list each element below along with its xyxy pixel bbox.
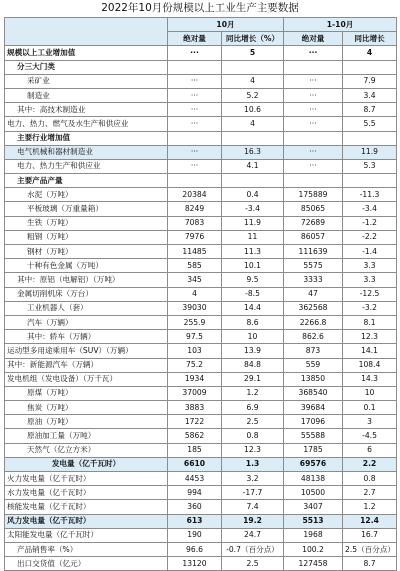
ytd-absolute-value: 362568 <box>284 301 343 315</box>
ytd-yoy-growth: 0.8 <box>343 472 397 486</box>
table-row <box>5 557 397 571</box>
table-row <box>5 528 397 542</box>
table-row <box>5 103 397 117</box>
ytd-absolute-value: ··· <box>284 145 343 159</box>
october-absolute-value: ··· <box>168 88 222 102</box>
table-row <box>5 500 397 514</box>
row-label: 原煤（万吨） <box>5 386 168 400</box>
row-label: 平板玻璃（万重量箱） <box>5 202 168 216</box>
ytd-absolute-value: ··· <box>284 46 343 60</box>
table-row <box>5 273 397 287</box>
ytd-absolute-value: 55588 <box>284 429 343 443</box>
table-row <box>5 401 397 415</box>
october-absolute-value: 994 <box>168 486 222 500</box>
header-blank-cell <box>5 18 168 46</box>
table-row <box>5 315 397 329</box>
table-row <box>5 117 397 131</box>
october-yoy-growth: 12.3 <box>222 443 284 457</box>
row-label: 发电量（亿千瓦时） <box>5 457 168 471</box>
ytd-yoy-growth: -1.4 <box>343 245 397 259</box>
ytd-yoy-growth: -4.5 <box>343 429 397 443</box>
october-yoy-growth: 11.3 <box>222 245 284 259</box>
october-yoy-growth: 7.4 <box>222 500 284 514</box>
ytd-yoy-growth: 5.3 <box>343 159 397 173</box>
ytd-absolute-value: 873 <box>284 344 343 358</box>
header-absolute-value: 绝对量 <box>168 32 222 46</box>
table-row <box>5 457 397 471</box>
ytd-absolute-value: ··· <box>284 117 343 131</box>
october-absolute-value <box>168 174 222 188</box>
ytd-absolute-value: 47 <box>284 287 343 301</box>
page-title: 2022年10月份规模以上工业生产主要数据 <box>101 2 299 14</box>
row-label: 出口交货值（亿元） <box>5 557 168 571</box>
table-row <box>5 472 397 486</box>
october-absolute-value: ··· <box>168 74 222 88</box>
ytd-yoy-growth: 2.2 <box>343 457 397 471</box>
ytd-yoy-growth: 12.4 <box>343 514 397 528</box>
table-row <box>5 415 397 429</box>
october-yoy-growth: 6.9 <box>222 401 284 415</box>
october-absolute-value: ··· <box>168 159 222 173</box>
table-row <box>5 386 397 400</box>
row-label: 火力发电量（亿千瓦时） <box>5 472 168 486</box>
october-absolute-value: 37009 <box>168 386 222 400</box>
ytd-absolute-value <box>284 131 343 145</box>
ytd-yoy-growth <box>343 60 397 74</box>
table-row <box>5 443 397 457</box>
october-yoy-growth: 4.1 <box>222 159 284 173</box>
table-row <box>5 542 397 556</box>
table-row <box>5 131 397 145</box>
october-absolute-value: 585 <box>168 259 222 273</box>
row-label: 主要产品产量 <box>5 174 168 188</box>
header-group-october: 10月 <box>168 18 284 32</box>
october-absolute-value: 11485 <box>168 245 222 259</box>
ytd-absolute-value: 86057 <box>284 230 343 244</box>
table-header-group-row <box>5 18 397 32</box>
ytd-absolute-value: 2266.8 <box>284 315 343 329</box>
industrial-data-table <box>4 17 397 571</box>
row-label: 核能发电量（亿千瓦时） <box>5 500 168 514</box>
october-yoy-growth: -8.5 <box>222 287 284 301</box>
row-label: 其中：轿车（万辆） <box>5 330 168 344</box>
row-label: 电力、热力生产和供应业 <box>5 159 168 173</box>
row-label: 生铁（万吨） <box>5 216 168 230</box>
october-yoy-growth: 5 <box>222 46 284 60</box>
ytd-absolute-value <box>284 60 343 74</box>
october-yoy-growth: 11 <box>222 230 284 244</box>
october-absolute-value: 613 <box>168 514 222 528</box>
ytd-absolute-value <box>284 174 343 188</box>
table-row <box>5 188 397 202</box>
ytd-absolute-value: 72689 <box>284 216 343 230</box>
october-yoy-growth <box>222 60 284 74</box>
october-yoy-growth: 2.5 <box>222 557 284 571</box>
ytd-absolute-value: 13850 <box>284 372 343 386</box>
october-absolute-value: 8249 <box>168 202 222 216</box>
ytd-yoy-growth: 108.4 <box>343 358 397 372</box>
header-group-jan-oct: 1-10月 <box>284 18 397 32</box>
october-absolute-value: 97.5 <box>168 330 222 344</box>
row-label: 主要行业增加值 <box>5 131 168 145</box>
ytd-yoy-growth: 16.7 <box>343 528 397 542</box>
row-label: 发电机组（发电设备）（万千瓦） <box>5 372 168 386</box>
october-absolute-value: 3883 <box>168 401 222 415</box>
october-yoy-growth: -3.4 <box>222 202 284 216</box>
october-absolute-value: 6610 <box>168 457 222 471</box>
october-absolute-value: 96.6 <box>168 542 222 556</box>
october-absolute-value: 190 <box>168 528 222 542</box>
october-absolute-value: 255.9 <box>168 315 222 329</box>
table-row <box>5 159 397 173</box>
october-yoy-growth: 9.5 <box>222 273 284 287</box>
ytd-yoy-growth: 8.1 <box>343 315 397 329</box>
ytd-yoy-growth: 6 <box>343 443 397 457</box>
ytd-yoy-growth: -1.2 <box>343 216 397 230</box>
october-absolute-value: 345 <box>168 273 222 287</box>
october-yoy-growth: 84.8 <box>222 358 284 372</box>
ytd-yoy-growth: 3.4 <box>343 88 397 102</box>
october-yoy-growth: 19.2 <box>222 514 284 528</box>
ytd-absolute-value: 48138 <box>284 472 343 486</box>
october-yoy-growth: 13.9 <box>222 344 284 358</box>
table-row <box>5 287 397 301</box>
october-absolute-value: 5862 <box>168 429 222 443</box>
ytd-absolute-value: 862.6 <box>284 330 343 344</box>
ytd-yoy-growth: -3.2 <box>343 301 397 315</box>
row-label: 其中：原铝（电解铝）（万吨） <box>5 273 168 287</box>
ytd-absolute-value: 127458 <box>284 557 343 571</box>
ytd-absolute-value: 17096 <box>284 415 343 429</box>
october-yoy-growth: 24.7 <box>222 528 284 542</box>
ytd-yoy-growth: 14.3 <box>343 372 397 386</box>
row-label: 采矿业 <box>5 74 168 88</box>
october-absolute-value: 7083 <box>168 216 222 230</box>
table-row <box>5 216 397 230</box>
row-label: 水力发电量（亿千瓦时） <box>5 486 168 500</box>
ytd-absolute-value: 39684 <box>284 401 343 415</box>
row-label: 电气机械和器材制造业 <box>5 145 168 159</box>
row-label: 天然气（亿立方米） <box>5 443 168 457</box>
october-yoy-growth: 1.3 <box>222 457 284 471</box>
row-label: 原油加工量（万吨） <box>5 429 168 443</box>
october-absolute-value: 1934 <box>168 372 222 386</box>
row-label: 焦炭（万吨） <box>5 401 168 415</box>
table-row <box>5 230 397 244</box>
row-label: 电力、热力、燃气及水生产和供应业 <box>5 117 168 131</box>
table-row <box>5 174 397 188</box>
row-label: 太阳能发电量（亿千瓦时） <box>5 528 168 542</box>
october-yoy-growth: -17.7 <box>222 486 284 500</box>
row-label: 分三大门类 <box>5 60 168 74</box>
october-yoy-growth: -0.7（百分点） <box>222 542 284 556</box>
row-label: 金属切削机床（万台） <box>5 287 168 301</box>
ytd-yoy-growth: 8.7 <box>343 103 397 117</box>
table-row <box>5 259 397 273</box>
table-row <box>5 145 397 159</box>
row-label: 产品销售率（%） <box>5 542 168 556</box>
ytd-yoy-growth: 3.3 <box>343 273 397 287</box>
ytd-yoy-growth: -2.2 <box>343 230 397 244</box>
ytd-yoy-growth: 3 <box>343 415 397 429</box>
header-absolute-value-ytd: 绝对量 <box>284 32 343 46</box>
ytd-yoy-growth: 1.2 <box>343 500 397 514</box>
ytd-yoy-growth: 14.1 <box>343 344 397 358</box>
october-absolute-value: 39030 <box>168 301 222 315</box>
row-label: 汽车（万辆） <box>5 315 168 329</box>
october-absolute-value: 185 <box>168 443 222 457</box>
october-yoy-growth: 29.1 <box>222 372 284 386</box>
october-yoy-growth: 1.2 <box>222 386 284 400</box>
ytd-absolute-value: 368540 <box>284 386 343 400</box>
october-absolute-value: 360 <box>168 500 222 514</box>
october-absolute-value <box>168 60 222 74</box>
ytd-absolute-value: 3333 <box>284 273 343 287</box>
row-label: 规模以上工业增加值 <box>5 46 168 60</box>
ytd-yoy-growth: 8.7 <box>343 557 397 571</box>
table-row <box>5 330 397 344</box>
october-absolute-value <box>168 131 222 145</box>
october-yoy-growth: 3.2 <box>222 472 284 486</box>
table-row <box>5 514 397 528</box>
ytd-absolute-value: 69576 <box>284 457 343 471</box>
october-absolute-value: ··· <box>168 117 222 131</box>
ytd-yoy-growth: 0.1 <box>343 401 397 415</box>
ytd-yoy-growth: 11.9 <box>343 145 397 159</box>
ytd-yoy-growth: 2.5（百分点） <box>343 542 397 556</box>
table-row <box>5 46 397 60</box>
table-row <box>5 429 397 443</box>
ytd-yoy-growth: 10 <box>343 386 397 400</box>
october-yoy-growth: 10 <box>222 330 284 344</box>
october-absolute-value: 103 <box>168 344 222 358</box>
ytd-yoy-growth <box>343 131 397 145</box>
october-yoy-growth: 14.4 <box>222 301 284 315</box>
table-row <box>5 202 397 216</box>
header-yoy-growth-ytd: 同比增长 <box>343 32 397 46</box>
ytd-yoy-growth: -3.4 <box>343 202 397 216</box>
october-absolute-value: 4 <box>168 287 222 301</box>
october-yoy-growth: 4 <box>222 74 284 88</box>
ytd-absolute-value: 1785 <box>284 443 343 457</box>
ytd-yoy-growth: -11.3 <box>343 188 397 202</box>
october-yoy-growth: 16.3 <box>222 145 284 159</box>
october-yoy-growth <box>222 131 284 145</box>
october-yoy-growth <box>222 174 284 188</box>
october-yoy-growth: 2.5 <box>222 415 284 429</box>
ytd-absolute-value: 559 <box>284 358 343 372</box>
ytd-absolute-value: 100.2 <box>284 542 343 556</box>
table-row <box>5 60 397 74</box>
row-label: 风力发电量（亿千瓦时） <box>5 514 168 528</box>
row-label: 钢材（万吨） <box>5 245 168 259</box>
ytd-yoy-growth: -12.5 <box>343 287 397 301</box>
ytd-yoy-growth <box>343 174 397 188</box>
october-yoy-growth: 5.2 <box>222 88 284 102</box>
row-label: 粗钢（万吨） <box>5 230 168 244</box>
row-label: 制造业 <box>5 88 168 102</box>
october-yoy-growth: 0.8 <box>222 429 284 443</box>
october-absolute-value: 4453 <box>168 472 222 486</box>
october-absolute-value: 75.2 <box>168 358 222 372</box>
row-label: 原油（万吨） <box>5 415 168 429</box>
october-absolute-value: 13120 <box>168 557 222 571</box>
october-absolute-value: 7976 <box>168 230 222 244</box>
october-yoy-growth: 10.6 <box>222 103 284 117</box>
october-absolute-value: ··· <box>168 145 222 159</box>
table-row <box>5 372 397 386</box>
ytd-absolute-value: 85065 <box>284 202 343 216</box>
row-label: 工业机器人（套） <box>5 301 168 315</box>
october-yoy-growth: 0.4 <box>222 188 284 202</box>
october-absolute-value: ··· <box>168 46 222 60</box>
table-row <box>5 245 397 259</box>
ytd-absolute-value: 1968 <box>284 528 343 542</box>
ytd-absolute-value: ··· <box>284 159 343 173</box>
ytd-absolute-value: 111639 <box>284 245 343 259</box>
ytd-yoy-growth: 4 <box>343 46 397 60</box>
row-label: 运动型多用途乘用车（SUV）（万辆） <box>5 344 168 358</box>
ytd-absolute-value: 5513 <box>284 514 343 528</box>
october-yoy-growth: 4 <box>222 117 284 131</box>
october-yoy-growth: 8.6 <box>222 315 284 329</box>
table-row <box>5 88 397 102</box>
october-absolute-value: 1722 <box>168 415 222 429</box>
ytd-yoy-growth: 3.3 <box>343 259 397 273</box>
table-row <box>5 486 397 500</box>
ytd-yoy-growth: 7.9 <box>343 74 397 88</box>
row-label: 水泥（万吨） <box>5 188 168 202</box>
october-absolute-value: ··· <box>168 103 222 117</box>
row-label: 其中：高技术制造业 <box>5 103 168 117</box>
table-row <box>5 74 397 88</box>
october-yoy-growth: 11.9 <box>222 216 284 230</box>
ytd-absolute-value: 10500 <box>284 486 343 500</box>
table-row <box>5 344 397 358</box>
ytd-absolute-value: ··· <box>284 88 343 102</box>
ytd-absolute-value: 3407 <box>284 500 343 514</box>
ytd-yoy-growth: 5.5 <box>343 117 397 131</box>
row-label: 十种有色金属（万吨） <box>5 259 168 273</box>
october-yoy-growth: 10.1 <box>222 259 284 273</box>
ytd-absolute-value: ··· <box>284 103 343 117</box>
ytd-absolute-value: ··· <box>284 74 343 88</box>
header-yoy-growth: 同比增长（%） <box>222 32 284 46</box>
row-label: 其中：新能源汽车（万辆） <box>5 358 168 372</box>
ytd-yoy-growth: 12.3 <box>343 330 397 344</box>
october-absolute-value: 20384 <box>168 188 222 202</box>
ytd-absolute-value: 175889 <box>284 188 343 202</box>
ytd-absolute-value: 5575 <box>284 259 343 273</box>
table-row <box>5 358 397 372</box>
ytd-yoy-growth: 2.7 <box>343 486 397 500</box>
table-row <box>5 301 397 315</box>
